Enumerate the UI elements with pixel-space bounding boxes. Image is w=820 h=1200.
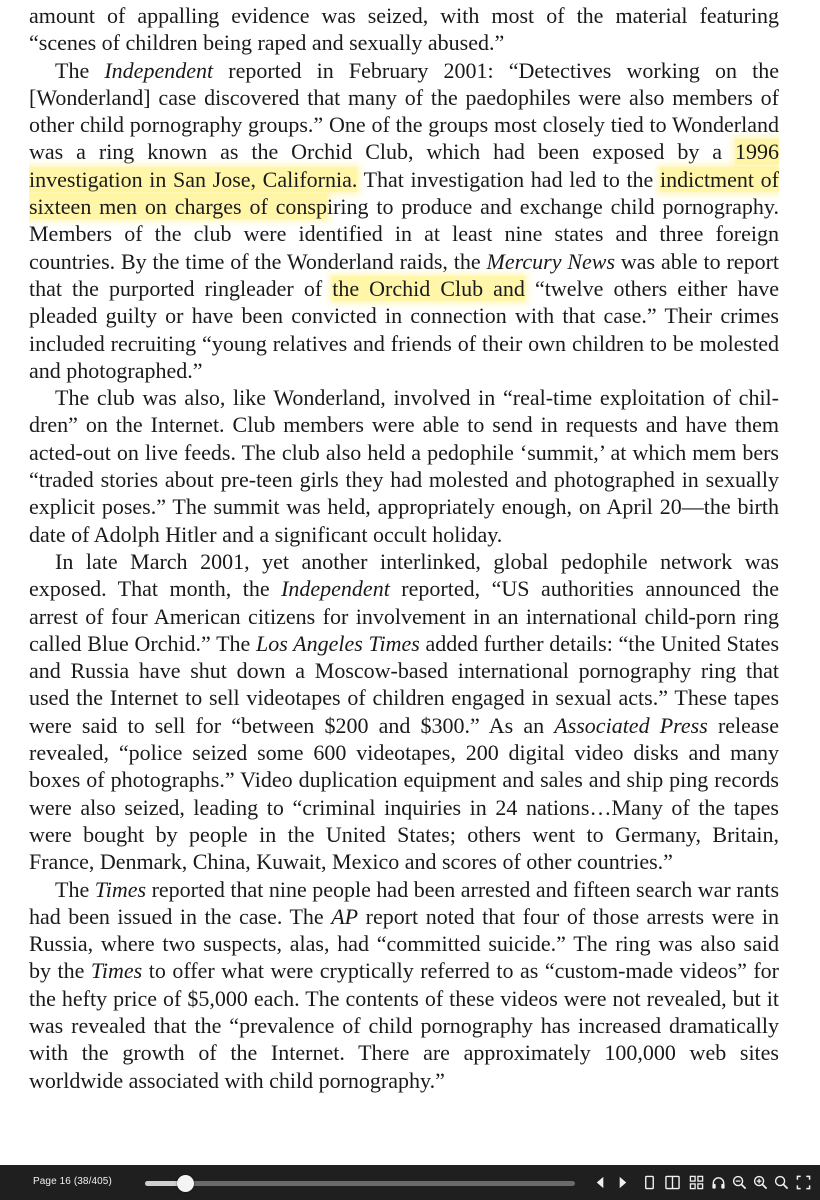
text-run: reported that nine people had been arrested and fifteen search war rants had been issued in the case. The — [29, 876, 780, 929]
text-run: The — [55, 876, 95, 902]
fullscreen-icon — [796, 1175, 811, 1190]
italic-title: Independent — [104, 57, 214, 83]
zoom-out-icon — [732, 1175, 747, 1190]
two-page-view-button[interactable] — [664, 1174, 681, 1191]
highlighted-text: indictment of sixteen men on charges of consp — [29, 166, 779, 220]
italic-title: Independent — [281, 576, 390, 602]
page-indicator: Page 16 (38/405) — [33, 1176, 112, 1187]
headphones-icon — [711, 1175, 726, 1190]
single-page-view-button[interactable] — [641, 1174, 658, 1191]
text-run: report noted that four of those arrests were in Russia, where two suspects, alas, had “committed suicide.” The ring was also said by the — [29, 903, 779, 984]
read-aloud-button[interactable] — [710, 1174, 727, 1191]
text-run: reported in February 2001: “Detectives working on the [Wonderland] case discovered that many of the paedophiles were also members of other child pornography groups.” One of the groups most closely tied to Wonderland was a ring known as the Orchid Club, which had been exposed by a — [29, 57, 780, 165]
page-slider-thumb[interactable] — [177, 1175, 194, 1192]
text-run: added further details: “the United States and Russia have shut down a Moscow-based international pornography ring that used the Internet to sell videotapes of children engaged in sexual acts.” These tapes were said to sell for “between $200 and $300.” As an — [29, 630, 780, 738]
italic-title: Associated Press — [554, 712, 708, 738]
text-run: amount of appalling evidence was seized, with most of the material featuring “scenes of children being raped and sexually abused.” — [29, 3, 779, 56]
search-button[interactable] — [773, 1174, 790, 1191]
zoom-in-icon — [753, 1175, 768, 1190]
paragraph — [29, 876, 779, 1094]
next-page-button[interactable] — [614, 1174, 631, 1191]
italic-title: Los Angeles Times — [256, 630, 420, 656]
paragraph — [29, 57, 779, 385]
fullscreen-button[interactable] — [795, 1174, 812, 1191]
paragraph — [29, 2, 779, 57]
italic-title: AP — [331, 903, 359, 929]
triangle-left-icon — [593, 1175, 608, 1190]
text-run: That investigation had led to the — [357, 166, 660, 192]
zoom-in-button[interactable] — [752, 1174, 769, 1191]
grid-icon — [689, 1175, 704, 1190]
italic-title: Times — [94, 876, 147, 902]
italic-title: Mercury News — [486, 248, 616, 274]
triangle-right-icon — [615, 1175, 630, 1190]
prev-page-button[interactable] — [592, 1174, 609, 1191]
two-page-icon — [665, 1175, 680, 1190]
text-run: The club was also, like Wonderland, involved in “real-time exploitation of chil dren” on the Internet. Club members were able to send in requests and have them acted-out on live feeds. The club also held a pedophile ‘summit,’ at which mem bers “traded stories about pre-teen girls they had molested and photographed in sexually explicit poses.” The summit was held, appropriately enough, on April 20—the birth date of Adolph Hitler and a significant occult holiday. — [29, 385, 779, 547]
text-run: The — [55, 57, 105, 83]
page-slider[interactable] — [145, 1181, 575, 1186]
italic-title: Times — [90, 958, 143, 984]
search-icon — [774, 1175, 789, 1190]
single-page-icon — [642, 1175, 657, 1190]
zoom-out-button[interactable] — [731, 1174, 748, 1191]
paragraph — [29, 384, 779, 548]
text-run: to offer what were cryptically referred to as “custom-made videos” for the hefty price of $5,000 each. The contents of these videos were not revealed, but it was revealed that the “prevalence of child pornography has increased dramatically with the growth of the Internet. There are approximately 100,000 web sites worldwide associated with child pornography.” — [29, 958, 779, 1093]
highlighted-text: the Orchid Club and — [332, 275, 525, 301]
text-run: was able to report that the purported ringleader of — [29, 248, 780, 301]
thumbnails-button[interactable] — [688, 1174, 705, 1191]
document-text — [29, 2, 779, 1094]
text-run: release revealed, “police seized some 600 videotapes, 200 digital video disks and many boxes of photographs.” Video duplication equipment and sales and ship ping records were also seized, leading to “criminal inquiries in 24 nations…Many of the tapes were bought by people in the United States; others went to Germany, Britain, France, Denmark, China, Kuwait, Mexico and scores of other countries.” — [29, 712, 780, 875]
text-run: “twelve others either have pleaded guilty or have been convicted in connection with that case.” Their crimes included recruiting “young relatives and friends of their own children to be molested and photographed.” — [29, 275, 779, 383]
highlighted-text: 1996 investigation in San Jose, California. — [29, 139, 779, 192]
paragraph — [29, 548, 779, 876]
text-run: In late March 2001, yet another interlinked, global pedophile network was exposed. That month, the — [29, 548, 779, 602]
text-run: iring to produce and exchange child pornography. Members of the club were identified in at least nine states and three foreign countries. By the time of the Wonderland raids, the — [29, 194, 779, 274]
reader-toolbar — [0, 1165, 820, 1200]
text-run: reported, “US authorities announced the arrest of four American citizens for involvement in an international child-porn ring called Blue Orchid.” The — [29, 576, 779, 656]
